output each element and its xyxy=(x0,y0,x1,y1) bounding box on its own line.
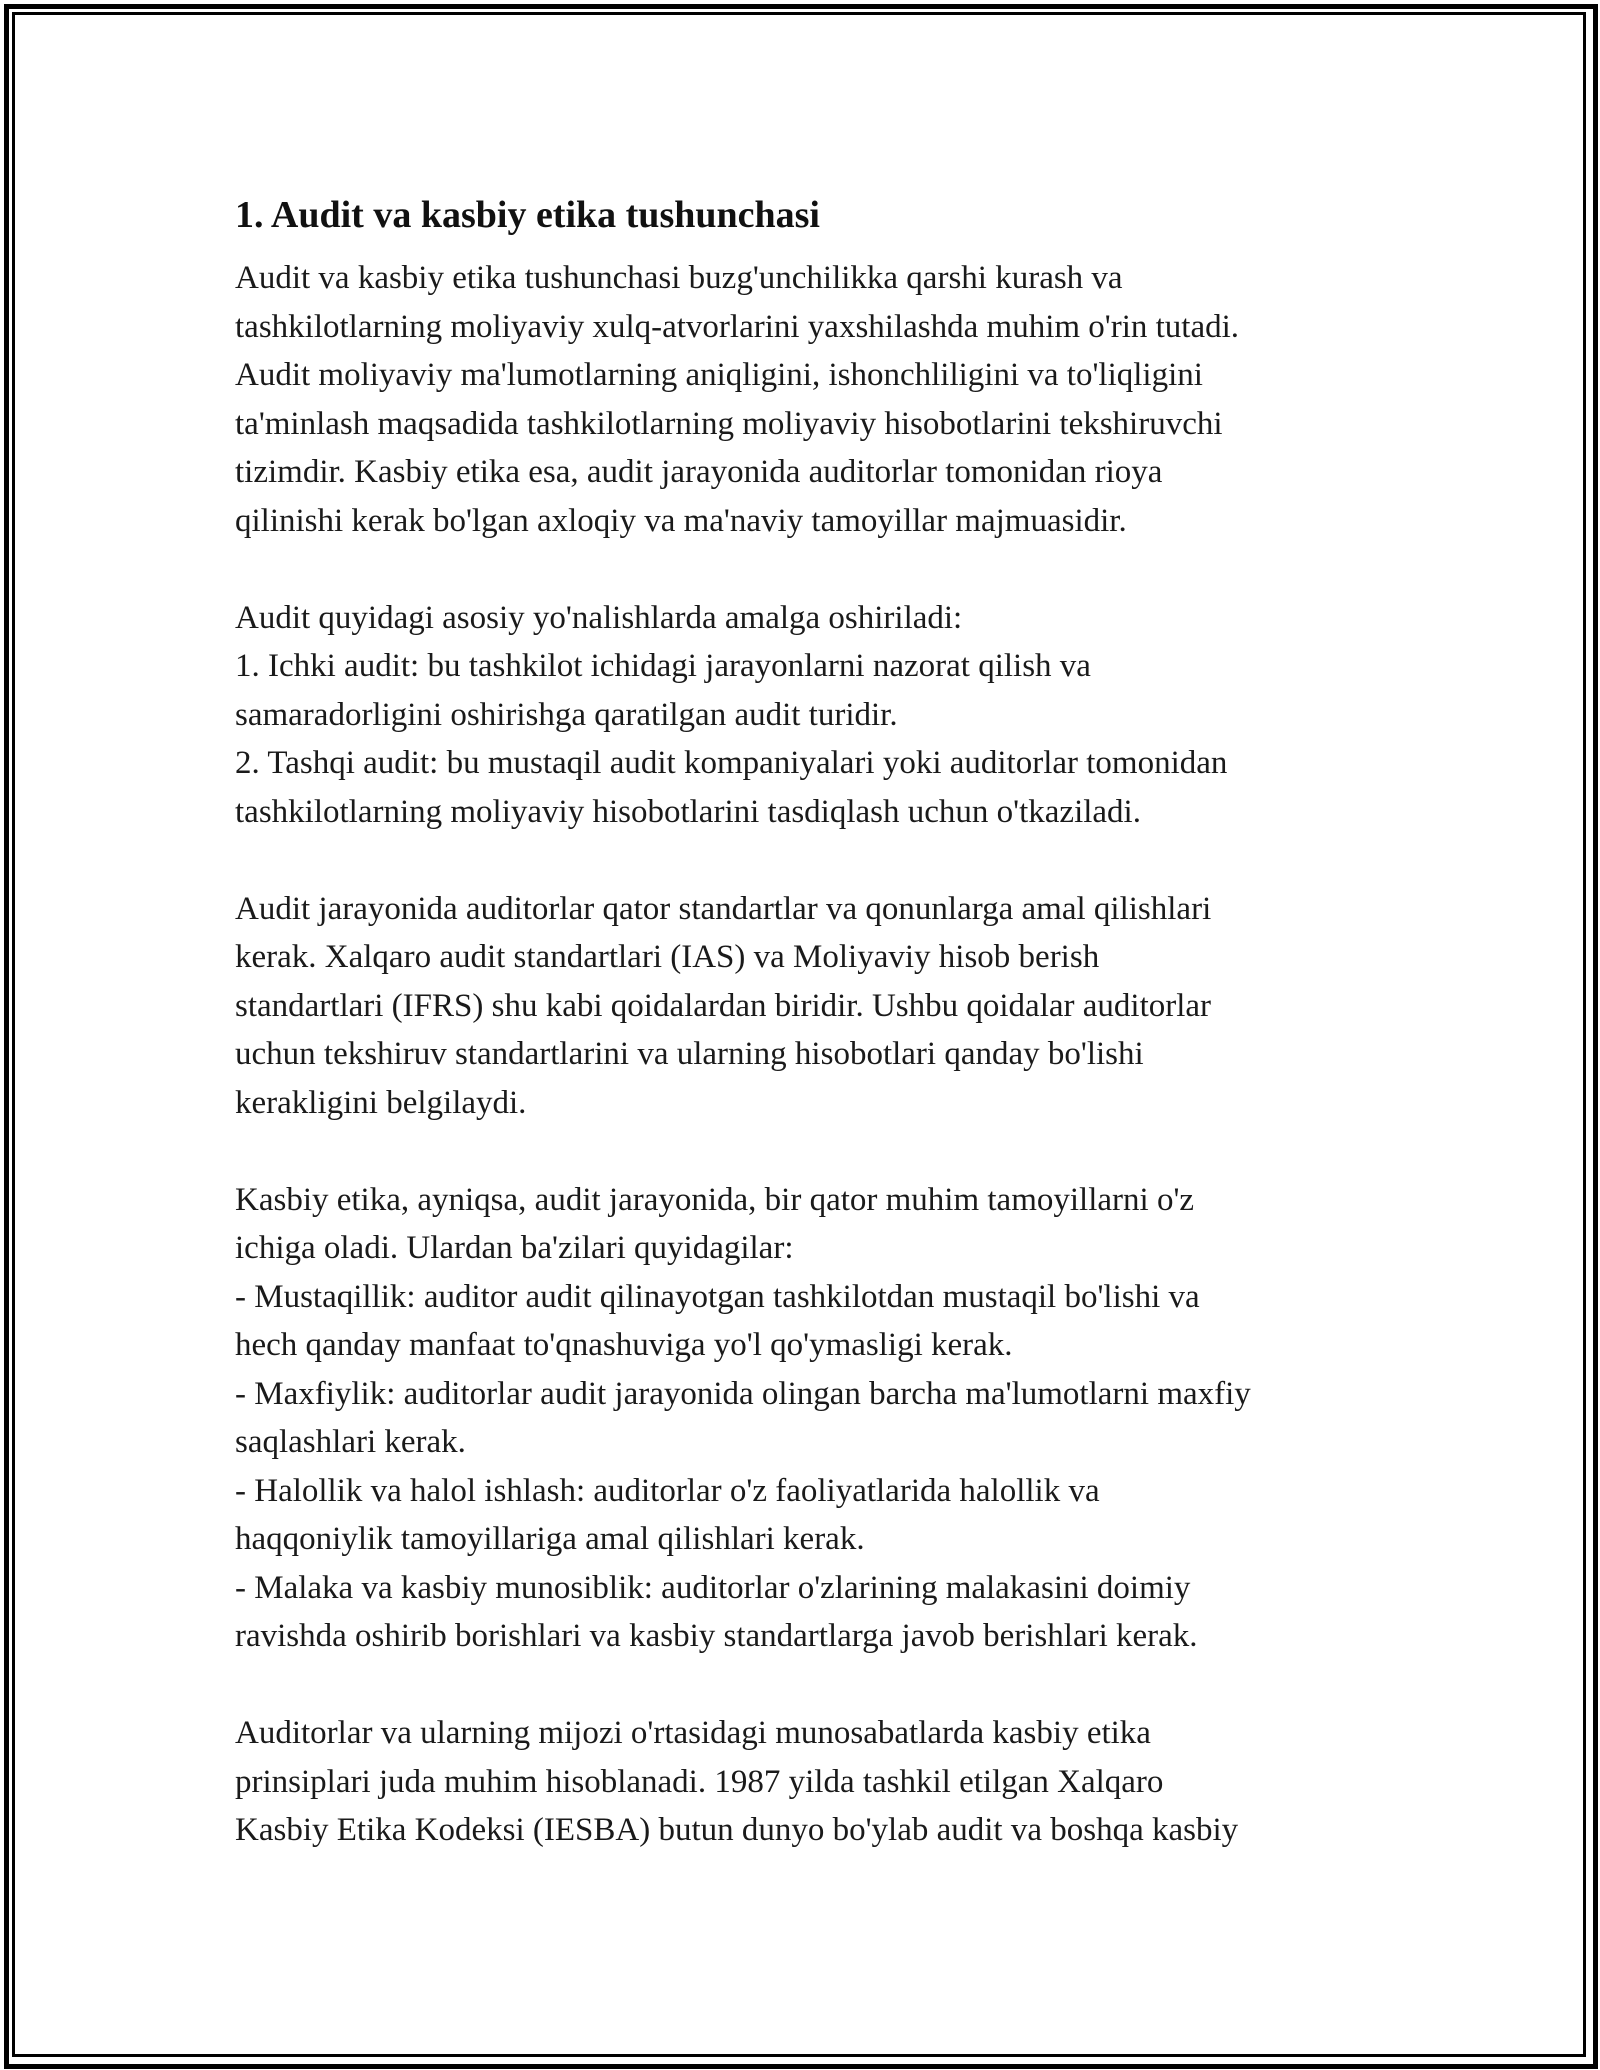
list-item: - Maxfiylik: auditorlar audit jarayonida olingan barcha ma'lumotlarni maxfiy xyxy=(235,1375,1251,1412)
text-line: tashkilotlarning moliyaviy hisobotlarini tasdiqlash uchun o'tkaziladi. xyxy=(235,793,1141,830)
text-line: prinsiplari juda muhim hisoblanadi. 1987 yilda tashkil etilgan Xalqaro xyxy=(235,1763,1164,1800)
text-line: kerak. Xalqaro audit standartlari (IAS) va Moliyaviy hisob berish xyxy=(235,939,1100,975)
paragraph-ethics-principles xyxy=(235,1176,1375,1661)
text-line: Audit jarayonida auditorlar qator standartlar va qonunlarga amal qilishlari xyxy=(235,890,1212,927)
list-item: 1. Ichki audit: bu tashkilot ichidagi jarayonlarni nazorat qilish va xyxy=(235,648,1091,684)
paragraph-audit-types xyxy=(235,594,1375,837)
text-line: Kasbiy Etika Kodeksi (IESBA) butun dunyo bo'ylab audit va boshqa kasbiy xyxy=(235,1812,1239,1848)
text-line: qilinishi kerak bo'lgan axloqiy va ma'naviy tamoyillar majmuasidir. xyxy=(235,502,1127,539)
text-line: ta'minlash maqsadida tashkilotlarning moliyaviy hisobotlarini tekshiruvchi xyxy=(235,405,1223,442)
text-line: ichiga oladi. Ulardan ba'zilari quyidagilar: xyxy=(235,1230,794,1266)
paragraph-spacer xyxy=(235,836,1375,885)
text-line: Auditorlar va ularning mijozi o'rtasidagi munosabatlarda kasbiy etika xyxy=(235,1715,1151,1751)
list-item: - Malaka va kasbiy munosiblik: auditorlar o'zlarining malakasini doimiy xyxy=(235,1569,1191,1606)
text-line: haqqoniylik tamoyillariga amal qilishlari kerak. xyxy=(235,1521,865,1557)
text-line: tizimdir. Kasbiy etika esa, audit jarayonida auditorlar tomonidan rioya xyxy=(235,454,1163,490)
paragraph-spacer xyxy=(235,1661,1375,1710)
text-line: kerakligini belgilaydi. xyxy=(235,1084,527,1121)
paragraph-spacer xyxy=(235,545,1375,594)
section-heading: 1. Audit va kasbiy etika tushunchasi xyxy=(235,194,820,236)
paragraph-spacer xyxy=(235,1127,1375,1176)
text-line: uchun tekshiruv standartlarini va ularning hisobotlari qanday bo'lishi xyxy=(235,1036,1144,1072)
text-line: standartlari (IFRS) shu kabi qoidalardan biridir. Ushbu qoidalar auditorlar xyxy=(235,987,1212,1024)
text-line: samaradorligini oshirishga qaratilgan audit turidir. xyxy=(235,696,898,733)
document-body xyxy=(235,188,1375,1855)
text-line: ravishda oshirib borishlari va kasbiy standartlarga javob berishlari kerak. xyxy=(235,1618,1198,1654)
text-line: saqlashlari kerak. xyxy=(235,1424,466,1460)
text-line: Audit va kasbiy etika tushunchasi buzg'unchilikka qarshi kurash va xyxy=(235,260,1123,296)
text-line: tashkilotlarning moliyaviy xulq-atvorlarini yaxshilashda muhim o'rin tutadi. xyxy=(235,308,1240,345)
text-line: Audit quyidagi asosiy yo'nalishlarda amalga oshiriladi: xyxy=(235,599,963,636)
paragraph-audit-definition xyxy=(235,254,1375,545)
paragraph-audit-standards xyxy=(235,885,1375,1128)
list-item: 2. Tashqi audit: bu mustaqil audit kompaniyalari yoki auditorlar tomonidan xyxy=(235,745,1228,781)
list-item: - Mustaqillik: auditor audit qilinayotgan tashkilotdan mustaqil bo'lishi va xyxy=(235,1278,1200,1315)
list-item: - Halollik va halol ishlash: auditorlar o'z faoliyatlarida halollik va xyxy=(235,1472,1100,1509)
text-line: hech qanday manfaat to'qnashuviga yo'l qo'ymasligi kerak. xyxy=(235,1327,1013,1363)
paragraph-client-relations xyxy=(235,1709,1375,1855)
text-line: Audit moliyaviy ma'lumotlarning aniqligini, ishonchliligini va to'liqligini xyxy=(235,357,1203,393)
text-line: Kasbiy etika, ayniqsa, audit jarayonida, bir qator muhim tamoyillarni o'z xyxy=(235,1181,1195,1218)
